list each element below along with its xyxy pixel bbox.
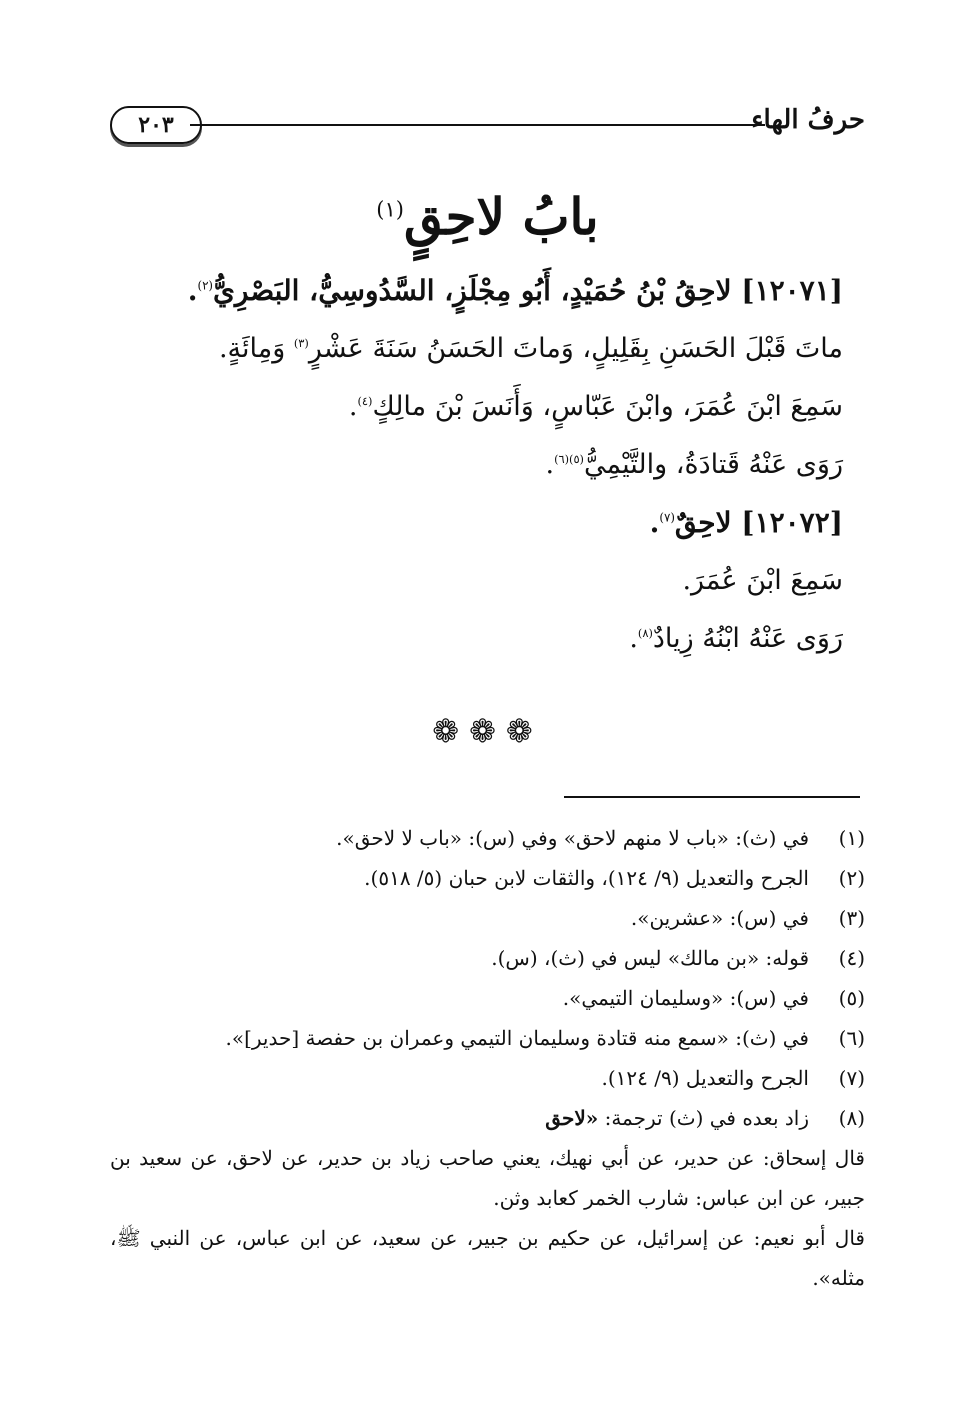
footnote-continuation: قال أبو نعيم: عن إسرائيل، عن حكيم بن جبير، عن سعيد، عن ابن عباس، عن النبي ﷺ، مثله». — [110, 1226, 865, 1290]
chapter-title — [0, 185, 975, 249]
entry-line-text: ماتَ قَبْلَ الحَسَنِ بِقَلِيلٍ، وَماتَ الحَسَنُ سَنَةَ عَشْرٍ — [308, 333, 843, 364]
footnote-number: (٨) — [838, 1106, 865, 1130]
chapter-title-text: بابُ لاحِقٍ — [403, 187, 599, 246]
footnote-continuation: قال إسحاق: عن حدير، عن أبي نهيك، يعني صاحب زياد بن حدير، عن لاحق، عن سعيد بن جبير، عن ابن عباس: شارب الخمر كعابد وثن. — [110, 1146, 865, 1210]
footnote — [110, 938, 865, 978]
footnote-text: قوله: «بن مالك» ليس في (ث)، (س). — [491, 946, 809, 970]
footnote-number: (٥) — [838, 986, 865, 1010]
entry-line — [123, 320, 843, 378]
footnote-text: في (س): «عشرين». — [630, 906, 809, 930]
note-ref: (٥)(٦) — [554, 452, 584, 466]
entry-heading: [١٢٠٧٢] لاحِقٌ$^{(٧)}$. — [649, 506, 843, 539]
entry-number: [١٢٠٧١] — [741, 274, 843, 307]
footnote — [110, 1098, 865, 1138]
entry-line — [123, 552, 843, 610]
entry-heading: [١٢٠٧١] لاحِقُ بْنُ حُمَيْدٍ، أَبُو مِجْلَزٍ، السَّدُوسِيُّ، البَصْرِيُّ$^{(٢)}$. — [187, 274, 843, 307]
footnote-number: (٢) — [838, 866, 865, 890]
entry-name: لاحِقُ بْنُ حُمَيْدٍ، أَبُو مِجْلَزٍ، السَّدُوسِيُّ، البَصْرِيُّ — [213, 274, 732, 307]
chapter-note-ref: (١) — [376, 197, 404, 222]
footnote-text: في (س): «وسليمان التيمي». — [562, 986, 809, 1010]
footnote-number: (٧) — [838, 1066, 865, 1090]
note-ref: (٤) — [357, 394, 373, 408]
entry-name: لاحِقٌ — [674, 506, 732, 539]
footnote — [110, 898, 865, 938]
note-ref: (٨) — [637, 626, 653, 640]
section-ornament: ❁❁❁ — [432, 712, 543, 750]
page-number: ٢٠٣ — [110, 106, 202, 144]
note-ref: (٣) — [293, 336, 309, 350]
entry-line: سَمِعَ ابْنَ عُمَرَ، وابْنَ عَبّاسٍ، وَأَنَسَ بْنَ مالِكٍ$^{(٤)}$. — [348, 391, 843, 422]
header-title: حرفُ الهاء — [751, 105, 865, 135]
entry-line-text: سَمِعَ ابْنَ عُمَرَ. — [682, 565, 843, 596]
footnote-text: في (ث): «باب لا منهم لاحق» وفي (س): «باب لا لاحق». — [336, 826, 809, 850]
entry-line: رَوَى عَنْهُ قَتادَةُ، والتَّيْمِيُّ$^{(٥)(٦)}$. — [545, 449, 843, 480]
header-rule — [190, 124, 765, 126]
footnote-text: في (ث): «سمع منه قتادة وسليمان التيمي وعمران بن حفصة [حدير]». — [225, 1026, 809, 1050]
footnote-number: (٤) — [838, 946, 865, 970]
footnote-bold-text: «لاحق — [545, 1106, 599, 1130]
footnote-number: (١) — [838, 826, 865, 850]
running-header — [110, 100, 865, 150]
note-ref: (٢) — [197, 278, 214, 293]
footnote — [110, 1058, 865, 1098]
note-ref: (٧) — [659, 510, 675, 525]
body-text — [123, 262, 843, 668]
footnote — [110, 978, 865, 1018]
entry-line-text: رَوَى عَنْهُ ابْنُهُ زِيادٌ — [652, 623, 843, 654]
footnote-text: الجرح والتعديل (٩/ ١٢٤)، والثقات لابن حبان (٥/ ٥١٨). — [364, 866, 809, 890]
footnotes — [110, 818, 865, 1298]
footnote-rule — [564, 796, 860, 798]
entry-line-text: رَوَى عَنْهُ قَتادَةُ، والتَّيْمِيُّ — [583, 449, 843, 480]
footnote-text: زاد بعده في (ث) ترجمة: — [598, 1106, 809, 1130]
entry-number: [١٢٠٧٢] — [741, 506, 843, 539]
footnote-number: (٣) — [838, 906, 865, 930]
entry-line-text: سَمِعَ ابْنَ عُمَرَ، وابْنَ عَبّاسٍ، وَأَنَسَ بْنَ مالِكٍ — [372, 391, 843, 422]
footnote — [110, 818, 865, 858]
entry-line: رَوَى عَنْهُ ابْنُهُ زِيادٌ$^{(٨)}$. — [629, 623, 843, 654]
entry-line-tail: وَمِائَةٍ. — [218, 333, 286, 364]
footnote — [110, 1018, 865, 1058]
footnote-number: (٦) — [838, 1026, 865, 1050]
footnote — [110, 858, 865, 898]
footnote-text: الجرح والتعديل (٩/ ١٢٤). — [601, 1066, 809, 1090]
